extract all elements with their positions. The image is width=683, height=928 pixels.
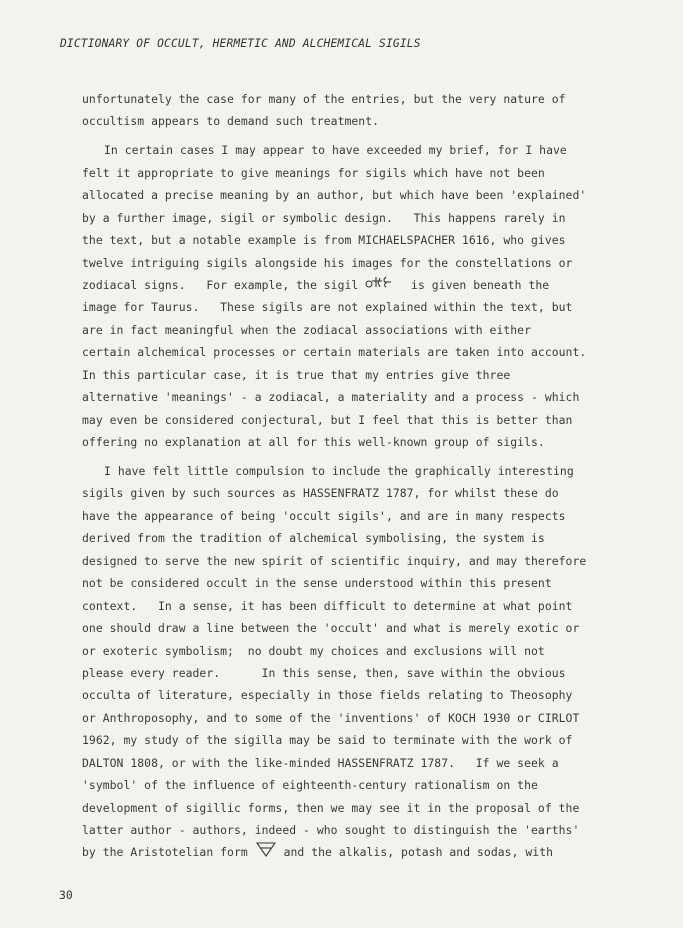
text-segment: designed to serve the new spirit of scientific inquiry, and may therefore <box>82 553 587 568</box>
text-line <box>82 386 652 408</box>
text-segment: felt it appropriate to give meanings for sigils which have not been <box>82 165 545 180</box>
page-number: 30 <box>59 888 73 902</box>
text-segment: I have felt little compulsion to include the graphically interesting <box>104 464 574 478</box>
text-segment: alternative 'meanings' - a zodiacal, a materiality and a process - which <box>82 390 580 405</box>
text-segment: have the appearance of being 'occult sigils', and are in many respects <box>82 508 566 523</box>
text-line <box>82 707 652 729</box>
text-line <box>82 640 652 662</box>
text-line <box>82 841 652 863</box>
text-segment: twelve intriguing sigils alongside his images for the constellations or <box>82 255 573 270</box>
text-line <box>82 662 652 684</box>
text-segment: or exoteric symbolism; no doubt my choices and exclusions will not <box>82 643 545 658</box>
text-segment: occultism appears to demand such treatment. <box>82 114 380 129</box>
text-line <box>82 409 652 431</box>
text-segment: DALTON 1808, or with the like-minded HASSENFRATZ 1787. If we seek a <box>82 755 559 770</box>
text-line <box>82 684 652 706</box>
text-segment: sigils given by such sources as HASSENFRATZ 1787, for whilst these do <box>82 486 559 501</box>
text-segment: zodiacal signs. For example, the sigil <box>82 278 366 292</box>
text-segment: by the Aristotelian form <box>82 845 255 860</box>
text-line <box>82 252 652 274</box>
text-line <box>82 296 652 318</box>
text-segment: by a further image, sigil or symbolic design. This happens rarely in <box>82 210 566 225</box>
text-line <box>82 527 652 549</box>
text-segment: offering no explanation at all for this well-known group of sigils. <box>82 435 545 450</box>
text-line <box>82 207 652 229</box>
text-segment: 'symbol' of the influence of eighteenth-century rationalism on the <box>82 778 538 793</box>
text-line <box>82 229 652 251</box>
text-line <box>82 431 652 453</box>
text-line <box>82 482 652 504</box>
text-line <box>82 460 652 482</box>
text-segment: latter author - authors, indeed - who sought to distinguish the 'earths' <box>82 823 580 837</box>
text-segment: allocated a precise meaning by an author, but which have been 'explained' <box>82 188 587 203</box>
text-line <box>82 364 652 386</box>
text-line <box>82 162 652 184</box>
text-segment: context. In a sense, it has been difficult to determine at what point <box>82 598 573 613</box>
text-segment: derived from the tradition of alchemical symbolising, the system is <box>82 531 545 546</box>
taurus-sigil-icon <box>365 274 397 296</box>
text-line <box>82 341 652 363</box>
text-segment: development of sigillic forms, then we may see it in the proposal of the <box>82 800 580 815</box>
text-line <box>82 184 652 206</box>
text-segment: 1962, my study of the sigilla may be said to terminate with the work of <box>82 733 573 748</box>
text-segment: image for Taurus. These sigils are not explained within the text, but <box>82 300 573 315</box>
text-line <box>82 319 652 341</box>
text-line <box>82 774 652 796</box>
text-segment: not be considered occult in the sense understood within this present <box>82 576 552 591</box>
text-segment: or Anthroposophy, and to some of the 'inventions' of KOCH 1930 or CIRLOT <box>82 710 580 725</box>
text-line <box>82 139 652 161</box>
text-line <box>82 595 652 617</box>
body-text <box>82 88 652 864</box>
text-segment: please every reader. In this sense, then, save within the obvious <box>82 665 566 680</box>
text-segment: In certain cases I may appear to have exceeded my brief, for I have <box>104 143 567 158</box>
text-line <box>82 752 652 774</box>
text-line <box>82 88 652 110</box>
text-line <box>82 819 652 841</box>
text-line <box>82 797 652 819</box>
text-line <box>82 617 652 639</box>
text-line <box>82 505 652 527</box>
text-line <box>82 572 652 594</box>
text-segment: and the alkalis, potash and sodas, with <box>276 845 554 860</box>
text-segment: unfortunately the case for many of the entries, but the very nature of <box>82 92 566 106</box>
text-line <box>82 274 652 296</box>
text-line <box>82 729 652 751</box>
text-segment: one should draw a line between the 'occult' and what is merely exotic or <box>82 621 580 636</box>
text-segment: the text, but a notable example is from MICHAELSPACHER 1616, who gives <box>82 233 566 248</box>
inverted-triangle-bar-icon <box>255 841 277 864</box>
running-head: DICTIONARY OF OCCULT, HERMETIC AND ALCHEMICAL SIGILS <box>60 37 421 50</box>
text-segment: is given beneath the <box>397 278 550 292</box>
text-segment: certain alchemical processes or certain materials are taken into account. <box>82 345 587 360</box>
text-segment: occulta of literature, especially in those fields relating to Theosophy <box>82 688 573 703</box>
text-segment: are in fact meaningful when the zodiacal associations with either <box>82 322 532 337</box>
text-line <box>82 550 652 572</box>
text-segment: may even be considered conjectural, but I feel that this is better than <box>82 412 573 427</box>
text-segment: In this particular case, it is true that my entries give three <box>82 367 511 382</box>
text-line <box>82 110 652 132</box>
